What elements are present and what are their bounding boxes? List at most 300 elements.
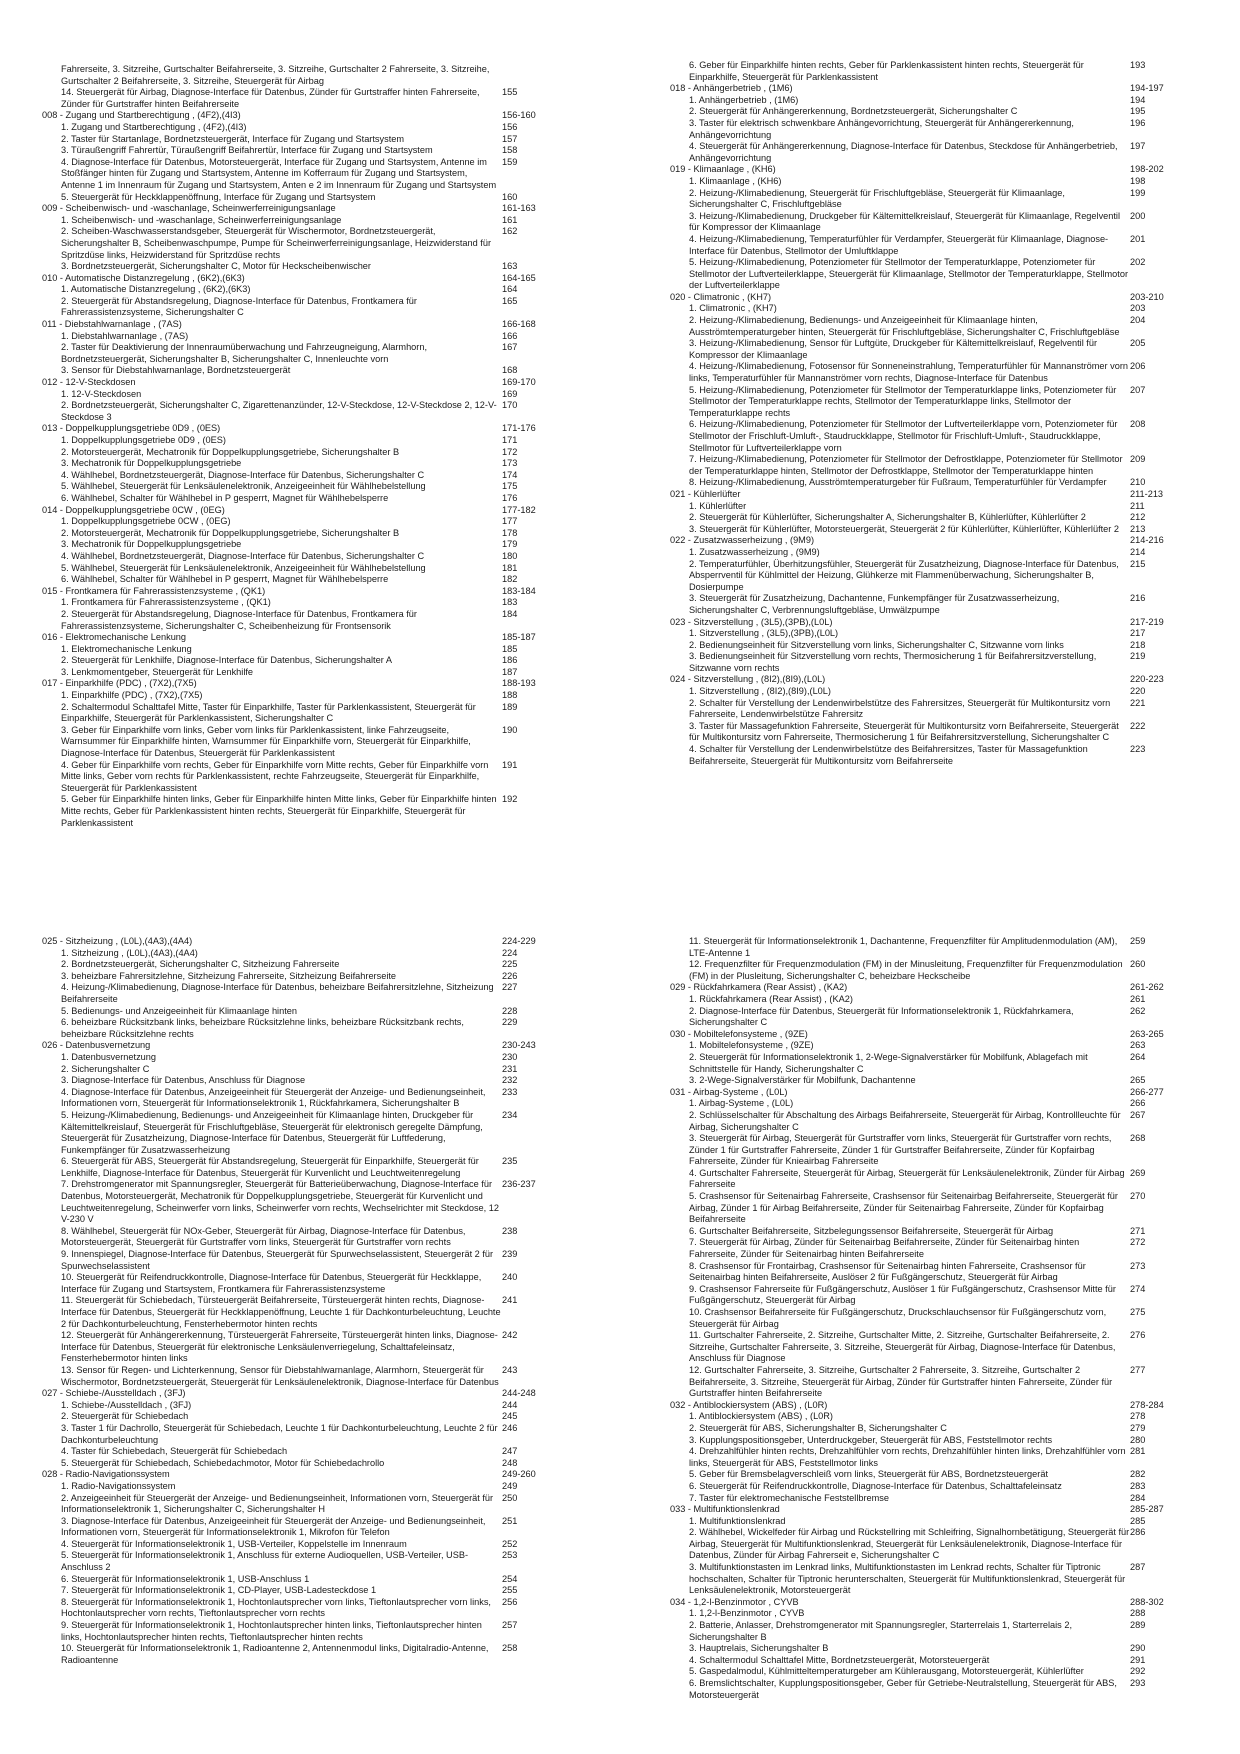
toc-page-number: 191: [502, 759, 518, 770]
toc-entry-row: [670, 361, 1182, 384]
toc-entry-row: [670, 477, 1182, 489]
toc-page-number: 203-210: [1130, 291, 1164, 302]
toc-entry-text: 1. Einparkhilfe (PDC) , (7X2),(7X5): [61, 690, 203, 701]
toc-entry-row: [42, 1574, 554, 1586]
toc-page-number: 183: [502, 597, 518, 608]
toc-entry-text: 5. Wählhebel, Steuergerät für Lenksäulenelektronik, Anzeigeeinheit für Wählhebelstellung: [61, 481, 426, 492]
toc-entry-row: [42, 959, 554, 971]
toc-entry-text: 3. Türaußengriff Fahrertür, Türaußengriff Beifahrertür, Interface für Zugang und Startsystem: [61, 145, 433, 156]
toc-entry-text: 2. Taster für Startanlage, Bordnetzsteuergerät, Interface für Zugang und Startsystem: [61, 133, 405, 144]
toc-page-number: 175: [502, 481, 518, 492]
toc-entry-row: [670, 1110, 1182, 1133]
toc-section-row: [42, 936, 554, 948]
toc-section-row: [42, 632, 554, 644]
toc-page-number: 214-216: [1130, 535, 1164, 546]
toc-entry-text: 1. Schiebe-/Ausstelldach , (3FJ): [61, 1399, 192, 1410]
toc-page-number: 182: [502, 574, 518, 585]
toc-page-number: 290: [1130, 1643, 1146, 1654]
toc-section-row: [670, 982, 1182, 994]
toc-entry-text: 7. Taster für elektromechanische Feststellbremse: [689, 1492, 889, 1503]
toc-section-title: 033 - Multifunktionslenkrad: [670, 1504, 780, 1515]
toc-page-number: 190: [502, 724, 518, 735]
toc-entry-text: 1. 1,2-l-Benzinmotor , CYVB: [689, 1608, 805, 1619]
toc-page-number: 265: [1130, 1075, 1146, 1086]
toc-entry-row: [42, 667, 554, 679]
toc-section-row: [42, 505, 554, 517]
toc-page-number: 161-163: [502, 203, 536, 214]
toc-page-number: 219: [1130, 651, 1146, 662]
toc-entry-row: [42, 1481, 554, 1493]
toc-entry-text: 1. Airbag-Systeme , (L0L): [689, 1098, 794, 1109]
toc-entry-row: [42, 574, 554, 586]
toc-page-number: 233: [502, 1086, 518, 1097]
toc-page-number: 220-223: [1130, 674, 1164, 685]
toc-section-row: [670, 164, 1182, 176]
toc-entry-row: [42, 644, 554, 656]
toc-section-row: [42, 203, 554, 215]
toc-entry-row: [42, 982, 554, 1005]
toc-page-number: 288: [1130, 1608, 1146, 1619]
toc-entry-text: 6. Heizung-/Klimabedienung, Potenziometer für Stellmotor der Luftverteilerklappe vorn, Potenziometer für Stellmotor der Frischluft-Umluft-, Staudruckklappe, Stellmotor für Frischluft-Umluft-, Staudruckklappe, Stellmotor für Luftverteilerklappe vorn: [689, 419, 1118, 453]
toc-page-number: 250: [502, 1492, 518, 1503]
toc-page-number: 211-213: [1130, 488, 1164, 499]
toc-entry-text: 7. Heizung-/Klimabedienung, Potenziometer für Stellmotor der Defrostklappe, Potenziometer für Stellmotor der Temperaturklappe hinten, Stellmotor der Defrostklappe, Stellmotor der Temperaturklappe hinten: [689, 454, 1123, 476]
toc-entry-row: [670, 257, 1182, 292]
toc-page-number: 224: [502, 947, 518, 958]
toc-page-number: 231: [502, 1063, 518, 1074]
toc-entry-text: 1. Klimaanlage , (KH6): [689, 175, 782, 186]
toc-entry-row: [670, 419, 1182, 454]
toc-section-title: 024 - Sitzverstellung , (8I2),(8I9),(L0L): [670, 674, 826, 685]
toc-page-number: 171-176: [502, 423, 536, 434]
toc-entry-row: [42, 192, 554, 204]
toc-entry-text: 1. 12-V-Steckdosen: [61, 388, 142, 399]
toc-entry-text: 6. Wählhebel, Schalter für Wählhebel in P gesperrt, Magnet für Wählhebelsperre: [61, 492, 389, 503]
toc-section-row: [670, 617, 1182, 629]
toc-entry-text: 2. Sicherungshalter C: [61, 1063, 150, 1074]
toc-page-number: 276: [1130, 1330, 1146, 1341]
toc-page-number: 239: [502, 1249, 518, 1260]
toc-section-row: [42, 586, 554, 598]
toc-entry-row: [670, 1493, 1182, 1505]
toc-entry-text: 3. Diagnose-Interface für Datenbus, Anschluss für Diagnose: [61, 1075, 306, 1086]
toc-entry-text: 6. Steuergerät für Reifendruckkontrolle, Diagnose-Interface für Datenbus, Schalttafeleinsatz: [689, 1480, 1062, 1491]
toc-entry-text: 1. Automatische Distanzregelung , (6K2),(6K3): [61, 284, 251, 295]
toc-entry-text: 3. Heizung-/Klimabedienung, Druckgeber für Kältemittelkreislauf, Steuergerät für Klimaanlage, Regelventil für Kompressor der Klimaanlage: [689, 210, 1121, 233]
toc-entry-row: [42, 690, 554, 702]
toc-section-row: [42, 319, 554, 331]
toc-entry-text: 3. Heizung-/Klimabedienung, Sensor für Luftgüte, Druckgeber für Kältemittelkreislauf, Regelventil für Kompressor der Klimaanlage: [689, 338, 1098, 360]
toc-page-number: 185-187: [502, 632, 536, 643]
toc-page-number: 288-302: [1130, 1596, 1164, 1607]
toc-page-number: 164: [502, 284, 518, 295]
toc-entry-row: [670, 303, 1182, 315]
toc-page-number: 200: [1130, 210, 1146, 221]
toc-entry-row: [42, 284, 554, 296]
toc-entry-row: [670, 698, 1182, 721]
toc-entry-text: 1. Anhängerbetrieb , (1M6): [689, 94, 799, 105]
toc-entry-text: 5. Wählhebel, Steuergerät für Lenksäulenelektronik, Anzeigeeinheit für Wählhebelstellung: [61, 562, 426, 573]
toc-page-number: 207: [1130, 384, 1146, 395]
toc-entry-text: 8. Heizung-/Klimabedienung, Ausströmtemperaturgeber für Fußraum, Temperaturfühler für Verdampfer: [689, 477, 1107, 488]
toc-page-number: 243: [502, 1364, 518, 1375]
toc-entry-text: 4. Geber für Einparkhilfe vorn rechts, Geber für Einparkhilfe vorn Mitte rechts, Geber für Einparkhilfe vorn Mitte links, Geber vorn rechts für Parklenkassistent, rechte Fahrzeugseite, Steuergerät für Einparkhilfe, Steuergerät für Parklenkassistent: [61, 759, 489, 793]
toc-entry-row: [670, 547, 1182, 559]
toc-section-title: 023 - Sitzverstellung , (3L5),(3PB),(L0L): [670, 616, 833, 627]
toc-entry-row: [42, 1365, 554, 1388]
toc-page-number: 274: [1130, 1283, 1146, 1294]
toc-entry-row: [670, 1562, 1182, 1597]
toc-page-number: 177: [502, 516, 518, 527]
toc-entry-text: 7. Steuergerät für Airbag, Zünder für Seitenairbag Beifahrerseite, Zünder für Seitenairbag hinten Fahrerseite, Zünder für Seitenairbag hinten Beifahrerseite: [689, 1237, 1080, 1260]
toc-page-number: 166-168: [502, 319, 536, 330]
toc-entry-row: [42, 1272, 554, 1295]
toc-entry-text: 2. Bordnetzsteuergerät, Sicherungshalter C, Sitzheizung Fahrerseite: [61, 959, 340, 970]
toc-entry-row: [670, 1446, 1182, 1469]
toc-entry-row: [670, 1608, 1182, 1620]
toc-page-number: 203: [1130, 303, 1146, 314]
toc-page-number: 264: [1130, 1051, 1146, 1062]
toc-page-number: 260: [1130, 959, 1146, 970]
toc-section-title: 022 - Zusatzwasserheizung , (9M9): [670, 535, 814, 546]
toc-page-number: 224-229: [502, 936, 536, 946]
toc-page-number: 263: [1130, 1040, 1146, 1051]
toc-entry-row: [42, 1400, 554, 1412]
toc-entry-row: [670, 1643, 1182, 1655]
toc-entry-text: 1. Antiblockiersystem (ABS) , (L0R): [689, 1411, 833, 1422]
toc-entry-text: 3. Taster für elektrisch schwenkbare Anhängevorrichtung, Steuergerät für Anhängererkennung, Anhängevorrichtung: [689, 117, 1074, 140]
toc-entry-row: [670, 1666, 1182, 1678]
toc-entry-text: 1. Diebstahlwarnanlage , (7AS): [61, 330, 189, 341]
toc-entry-row: [42, 296, 554, 319]
toc-section-row: [670, 1029, 1182, 1041]
toc-section-row: [42, 1388, 554, 1400]
toc-page-number: 189: [502, 701, 518, 712]
toc-entry-text: 1. Mobiltelefonsysteme , (9ZE): [689, 1040, 814, 1051]
toc-entry-text: 2. Heizung-/Klimabedienung, Bedienungs- und Anzeigeeinheit für Klimaanlage hinten, Ausströmtemperaturgeber hinten, Steuergerät für Frischluftgebläse, Sicherungshalter C, Frischluftgebläse: [689, 315, 1120, 337]
toc-entry-text: 1. Kühlerlüfter: [689, 500, 747, 511]
toc-page-number: 206: [1130, 361, 1146, 372]
toc-entry-row: [42, 1052, 554, 1064]
toc-entry-text: 4. Schalter für Verstellung der Lendenwirbelstütze des Beifahrersitzes, Taster für Massagefunktion Beifahrerseite, Steuergerät für Multikontursitz vorn Beifahrerseite: [689, 744, 1088, 766]
toc-page-number: 230-243: [502, 1040, 536, 1051]
toc-entry-text: 1. Sitzverstellung , (3L5),(3PB),(L0L): [689, 628, 839, 639]
toc-section-row: [42, 423, 554, 435]
toc-page-number: 251: [502, 1515, 518, 1526]
toc-entry-row: [42, 1179, 554, 1225]
toc-entry-row: [42, 157, 554, 192]
toc-page-number: 198: [1130, 175, 1146, 186]
toc-entry-text: 6. Steuergerät für ABS, Steuergerät für Abstandsregelung, Steuergerät für Einparkhilfe, Steuergerät für Lenkhilfe, Diagnose-Interface für Datenbus, Steuergerät für Kurvenlicht und Leuchtweitenregelung: [61, 1156, 479, 1178]
toc-entry-row: [670, 1469, 1182, 1481]
toc-entry-row: [42, 1006, 554, 1018]
toc-page-number: 289: [1130, 1620, 1146, 1631]
toc-page-number: 284: [1130, 1492, 1146, 1503]
toc-entry-text: 4. Diagnose-Interface für Datenbus, Anzeigeeinheit für Steuergerät der Anzeige- und Bedienungseinheit, Informationen vorn, Steuergerät für Informationselektronik 1, Rückfahrkamera, Sicherungshalter B: [61, 1086, 486, 1109]
toc-entry-row: [670, 211, 1182, 234]
toc-page-number: 293: [1130, 1678, 1146, 1688]
toc-page-number: 164-165: [502, 272, 536, 283]
toc-entry-text: 1. Doppelkupplungsgetriebe 0CW , (0EG): [61, 516, 231, 527]
toc-entry-row: [42, 1643, 554, 1666]
toc-entry-row: [42, 145, 554, 157]
toc-section-title: 017 - Einparkhilfe (PDC) , (7X2),(7X5): [42, 678, 197, 689]
toc-entry-text: 2. Steuergerät für Anhängererkennung, Bordnetzsteuergerät, Sicherungshalter C: [689, 106, 1018, 117]
toc-entry-text: 1. Zusatzwasserheizung , (9M9): [689, 546, 820, 557]
toc-entry-row: [670, 959, 1182, 982]
toc-section-title: 028 - Radio-Navigationssystem: [42, 1469, 170, 1480]
toc-entry-row: [670, 106, 1182, 118]
toc-page-number: 174: [502, 469, 518, 480]
toc-section-title: 032 - Antiblockiersystem (ABS) , (L0R): [670, 1399, 828, 1410]
toc-entry-text: 4. Diagnose-Interface für Datenbus, Motorsteuergerät, Interface für Zugang und Startsystem, Antenne im Stoßfänger hinten für Zugang und Startsystem, Antenne im Kofferraum für Zugang und Startsystem, Antenne 1 im Innenraum für Zugang und Startsystem, Anten e 2 im Innenraum für Zugang und Startsystem: [61, 156, 497, 190]
toc-entry-text: 6. beheizbare Rücksitzbank links, beheizbare Rücksitzlehne links, beheizbare Rücksitzbank rechts, beheizbare Rücksitzlehne rechts: [61, 1017, 464, 1039]
toc-entry-text: 2. Steuergerät für ABS, Sicherungshalter B, Sicherungshalter C: [689, 1422, 947, 1433]
toc-page-number: 267: [1130, 1109, 1146, 1120]
toc-entry-row: [670, 640, 1182, 652]
toc-page-number: 278: [1130, 1411, 1146, 1422]
toc-page-number: 232: [502, 1075, 518, 1086]
toc-section-row: [670, 1400, 1182, 1412]
toc-section-title: 009 - Scheibenwisch- und -waschanlage, Scheinwerferreinigungsanlage: [42, 203, 336, 214]
toc-section-title: 012 - 12-V-Steckdosen: [42, 377, 136, 388]
toc-page-number: 228: [502, 1005, 518, 1016]
toc-page-number: 273: [1130, 1260, 1146, 1271]
toc-page-number: 162: [502, 226, 518, 237]
toc-page-number: 163: [502, 261, 518, 272]
toc-section-row: [670, 1597, 1182, 1609]
toc-entry-text: 9. Crashsensor Fahrerseite für Fußgängerschutz, Auslöser 1 für Fußgängerschutz, Crashsensor Mitte für Fußgängerschutz, Steuergerät für Airbag: [689, 1283, 1116, 1306]
toc-entry-row: [42, 539, 554, 551]
toc-entry-text: 3. Steuergerät für Airbag, Steuergerät für Gurtstraffer vorn links, Steuergerät für Gurtstraffer vorn rechts, Zünder 1 für Gurtstraffer Fahrerseite, Zünder 1 für Gurtstraffer Beifahrerseite, Zünder für Kopfairbag Fahrerseite, Zünder für Knieairbag Fahrerseite: [689, 1133, 1112, 1167]
toc-quadrant-bottom-left: [42, 936, 554, 1666]
toc-entry-text: 3. Steuergerät für Zusatzheizung, Dachantenne, Funkempfänger für Zusatzwasserheizung, Sicherungshalter C, Verbrennungsluftgebläse, Umwälzpumpe: [689, 593, 1060, 615]
toc-page-number: 257: [502, 1620, 518, 1631]
toc-page-number: 215: [1130, 558, 1146, 569]
toc-page-number: 213: [1130, 523, 1146, 534]
toc-entry-row: [42, 702, 554, 725]
toc-section-row: [670, 535, 1182, 547]
toc-entry-text: 5. Steuergerät für Informationselektronik 1, Anschluss für externe Audioquellen, USB-Verteiler, USB-Anschluss 2: [61, 1550, 469, 1573]
toc-section-title: 018 - Anhängerbetrieb , (1M6): [670, 83, 793, 94]
toc-entry-row: [42, 1550, 554, 1573]
toc-entry-row: [42, 1539, 554, 1551]
toc-page-number: 217-219: [1130, 616, 1164, 627]
toc-entry-row: [670, 1411, 1182, 1423]
toc-entry-row: [670, 524, 1182, 536]
toc-entry-row: [670, 1655, 1182, 1667]
toc-page-number: 184: [502, 608, 518, 619]
toc-page-number: 255: [502, 1585, 518, 1596]
toc-page-number: 241: [502, 1295, 518, 1306]
toc-page-number: 161: [502, 214, 518, 225]
toc-entry-text: 2. Diagnose-Interface für Datenbus, Steuergerät für Informationselektronik 1, Rückfahrkamera, Sicherungshalter C: [689, 1005, 1074, 1028]
toc-entry-text: 3. Bordnetzsteuergerät, Sicherungshalter C, Motor für Heckscheibenwischer: [61, 261, 371, 272]
toc-entry-text: 5. Geber für Bremsbelagverschleiß vorn links, Steuergerät für ABS, Bordnetzsteuergerät: [689, 1469, 1048, 1480]
toc-entry-text: 8. Wählhebel, Steuergerät für NOx-Geber, Steuergerät für Airbag, Diagnose-Interface für Datenbus, Motorsteuergerät, Steuergerät für Gurtstraffer vorn links, Steuergerät für Gurtstraffer vorn rechts: [61, 1225, 466, 1248]
toc-entry-text: 7. Drehstromgenerator mit Spannungsregler, Steuergerät für Batterieüberwachung, Diagnose-Interface für Datenbus, Motorsteuergerät, Mechatronik für Doppelkupplungsgetriebe, Steuergerät für Kurvenlicht und Leuchtweitenregelung, Scheinwerfer vorn links, Scheinwerfer vorn rechts, Wechselrichter mit Steckdose, 12 V-230 V: [61, 1179, 499, 1225]
toc-entry-text: 5. Steuergerät für Heckklappenöffnung, Interface für Zugang und Startsystem: [61, 191, 376, 202]
toc-page-number: 169-170: [502, 377, 536, 388]
toc-page-number: 282: [1130, 1469, 1146, 1480]
toc-page-number: 226: [502, 970, 518, 981]
toc-entry-row: [670, 118, 1182, 141]
toc-page-number: 188-193: [502, 678, 536, 689]
toc-section-title: 016 - Elektromechanische Lenkung: [42, 632, 187, 643]
toc-entry-text: 1. Elektromechanische Lenkung: [61, 643, 192, 654]
toc-entry-text: 1. Doppelkupplungsgetriebe 0D9 , (0ES): [61, 435, 226, 445]
toc-entry-row: [670, 338, 1182, 361]
toc-page-number: 220: [1130, 686, 1146, 697]
toc-page-number: 249: [502, 1480, 518, 1491]
toc-entry-row: [42, 122, 554, 134]
toc-entry-row: [42, 563, 554, 575]
toc-entry-text: 10. Steuergerät für Reifendruckkontrolle, Diagnose-Interface für Datenbus, Steuergerät für Heckklappe, Interface für Zugang und Startsystem, Frontkamera für Fahrerassistenzsysteme: [61, 1272, 482, 1294]
toc-entry-row: [670, 512, 1182, 524]
toc-page-number: 212: [1130, 512, 1146, 523]
toc-page-number: 208: [1130, 419, 1146, 430]
toc-entry-row: [42, 948, 554, 960]
toc-entry-row: [670, 593, 1182, 616]
toc-page-number: 222: [1130, 720, 1146, 731]
toc-entry-text: 2. Steuergerät für Kühlerlüfter, Sicherungshalter A, Sicherungshalter B, Kühlerlüfter, Kühlerlüfter 2: [689, 512, 1086, 523]
toc-page-number: 227: [502, 982, 518, 993]
toc-entry-row: [42, 1156, 554, 1179]
toc-page-number: 217: [1130, 628, 1146, 639]
toc-entry-row: [670, 176, 1182, 188]
toc-entry-text: 6. Geber für Einparkhilfe hinten rechts, Geber für Parklenkassistent hinten rechts, Steuergerät für Einparkhilfe, Steuergerät für Parklenkassistent: [689, 60, 1084, 82]
toc-section-title: 010 - Automatische Distanzregelung , (6K2),(6K3): [42, 272, 245, 283]
toc-entry-row: [670, 1226, 1182, 1238]
toc-entry-row: [670, 188, 1182, 211]
toc-page-number: 180: [502, 550, 518, 561]
toc-page-number: 194: [1130, 94, 1146, 105]
toc-entry-text: 12. Frequenzfilter für Frequenzmodulation (FM) in der Minusleitung, Frequenzfilter für Frequenzmodulation (FM) in der Plusleitung, Sicherungshalter C, beheizbare Heckscheibe: [689, 959, 1123, 981]
toc-entry-row: [42, 528, 554, 540]
toc-entry-row: [42, 1493, 554, 1516]
toc-entry-row: [670, 454, 1182, 477]
toc-entry-text: 1. Zugang und Startberechtigung , (4F2),(4I3): [61, 121, 247, 132]
toc-entry-text: 2. Wählhebel, Wickelfeder für Airbag und Rückstellring mit Schleifring, Signalhornbetätigung, Steuergerät für Airbag, Steuergerät für Multifunktionslenkrad, Steuergerät für Lenksäulenelektronik, Diagnose-Interface für Datenbus, Zünder für Airbag Fahrerseit e, Sicherungshalter C: [689, 1527, 1130, 1561]
toc-entry-text: 8. Crashsensor für Frontairbag, Crashsensor für Seitenairbag hinten Fahrerseite, Crashsensor für Seitenairbag hinten Beifahrerseite, Auslöser 2 für Fußgängerschutz, Steuergerät für Airbag: [689, 1260, 1086, 1283]
toc-page-number: 245: [502, 1411, 518, 1422]
toc-page-number: 201: [1130, 233, 1146, 244]
toc-entry-row: [42, 470, 554, 482]
toc-entry-row: [42, 1423, 554, 1446]
toc-entry-row: [670, 1527, 1182, 1562]
toc-page-number: 156: [502, 121, 518, 132]
toc-entry-row: [670, 1098, 1182, 1110]
toc-entry-text: 2. Motorsteuergerät, Mechatronik für Doppelkupplungsgetriebe, Sicherungshalter B: [61, 446, 400, 457]
toc-entry-row: [42, 1226, 554, 1249]
toc-page-number: 266-277: [1130, 1086, 1164, 1097]
toc-page-number: 156-160: [502, 110, 536, 121]
toc-entry-text: 2. Heizung-/Klimabedienung, Steuergerät für Frischluftgebläse, Steuergerät für Klimaanlage, Sicherungshalter C, Frischluftgebläse: [689, 187, 1065, 210]
toc-entry-text: 2. Steuergerät für Informationselektronik 1, 2-Wege-Signalverstärker für Mobilfunk, Ablagefach mit Schnittstelle für Handy, Sicherungshalter C: [689, 1051, 1088, 1074]
toc-page-number: 240: [502, 1272, 518, 1283]
toc-page-number: 198-202: [1130, 164, 1164, 175]
toc-page-number: 279: [1130, 1422, 1146, 1433]
toc-page-number: 269: [1130, 1167, 1146, 1178]
toc-page-number: 179: [502, 539, 518, 550]
toc-entry-row: [42, 481, 554, 493]
toc-section-row: [670, 83, 1182, 95]
toc-page-number: 261: [1130, 993, 1146, 1004]
toc-entry-text: 5. Geber für Einparkhilfe hinten links, Geber für Einparkhilfe hinten Mitte links, Geber für Einparkhilfe hinten Mitte rechts, Geber für Parklenkassistent hinten rechts, Steuergerät für Einparkhilfe, Steuergerät für Parklenkassistent: [61, 794, 497, 828]
toc-entry-text: 1. Scheibenwisch- und -waschanlage, Scheinwerferreinigungsanlage: [61, 214, 342, 225]
toc-entry-text: 3. Kupplungspositionsgeber, Unterdruckgeber, Steuergerät für ABS, Feststellmotor rechts: [689, 1434, 1053, 1445]
toc-page-number: 196: [1130, 117, 1146, 128]
toc-entry-row: [42, 1446, 554, 1458]
toc-page-number: 277: [1130, 1364, 1146, 1375]
toc-entry-text: 3. 2-Wege-Signalverstärker für Mobilfunk, Dachantenne: [689, 1075, 916, 1086]
toc-entry-row: [42, 725, 554, 760]
toc-entry-row: [670, 95, 1182, 107]
toc-entry-row: [42, 551, 554, 563]
toc-entry-row: [670, 994, 1182, 1006]
toc-page-number: 205: [1130, 338, 1146, 349]
toc-entry-text: 4. Taster für Schiebedach, Steuergerät für Schiebedach: [61, 1446, 288, 1457]
toc-page-number: 272: [1130, 1237, 1146, 1248]
toc-page-number: 172: [502, 446, 518, 457]
toc-entry-row: [42, 226, 554, 261]
toc-entry-text: 3. Mechatronik für Doppelkupplungsgetriebe: [61, 539, 242, 550]
toc-page-number: 216: [1130, 593, 1146, 604]
toc-entry-row: [670, 315, 1182, 338]
toc-page-number: 278-284: [1130, 1399, 1164, 1410]
toc-entry-text: 4. Drehzahlfühler hinten rechts, Drehzahlfühler vorn rechts, Drehzahlfühler hinten links, Drehzahlfühler vorn links, Steuergerät für ABS, Feststellmotor links: [689, 1446, 1126, 1468]
toc-page-number: 197: [1130, 141, 1146, 152]
toc-page-number: 202: [1130, 257, 1146, 268]
toc-section-row: [42, 1040, 554, 1052]
toc-section-row: [670, 674, 1182, 686]
toc-entry-text: 6. Wählhebel, Schalter für Wählhebel in P gesperrt, Magnet für Wählhebelsperre: [61, 574, 389, 585]
toc-page-number: 166: [502, 330, 518, 341]
toc-entry-text: 3. Taster 1 für Dachrollo, Steuergerät für Schiebedach, Leuchte 1 für Dachkonturbeleuchtung, Leuchte 2 für Dachkonturbeleuchtung: [61, 1422, 498, 1445]
toc-entry-row: [670, 1006, 1182, 1029]
toc-section-row: [42, 273, 554, 285]
toc-entry-row: [42, 1249, 554, 1272]
toc-entry-text: 11. Steuergerät für Schiebedach, Türsteuergerät Beifahrerseite, Türsteuergerät hinten rechts, Diagnose-Interface für Datenbus, Steuergerät für Heckklappenöffnung, Leuchte 1 für Dachkonturbeleuchtung, Leuchte 2 für Dachkonturbeleuchtung, Fensterhebermotor hinten rechts: [61, 1295, 501, 1329]
toc-entry-row: [42, 655, 554, 667]
toc-entry-text: 1. Sitzheizung , (L0L),(4A3),(4A4): [61, 947, 198, 958]
toc-entry-row: [42, 1597, 554, 1620]
toc-entry-row: [42, 1411, 554, 1423]
toc-page-number: 188: [502, 690, 518, 701]
toc-entry-text: 3. Multifunktionstasten im Lenkrad links, Multifunktionstasten im Lenkrad rechts, Schalter für Tiptronic hochschalten, Schalter für Tiptronic herunterschalten, Steuergerät für Multifunktionslenkrad, Steuergerät für Lenksäulenelektronik, Motorsteuergerät: [689, 1562, 1126, 1596]
toc-page-number: 176: [502, 492, 518, 503]
toc-entry-text: 2. Anzeigeeinheit für Steuergerät der Anzeige- und Bedienungseinheit, Informationen vorn, Steuergerät für Informationselektronik 1, Sicherungshalter C, Sicherungshalter H: [61, 1492, 494, 1515]
toc-entry-text: 6. Steuergerät für Informationselektronik 1, USB-Anschluss 1: [61, 1573, 310, 1584]
toc-entry-row: [670, 385, 1182, 420]
toc-entry-row: [670, 1516, 1182, 1528]
toc-entry-row: [670, 1237, 1182, 1260]
toc-entry-row: [42, 400, 554, 423]
toc-entry-row: [42, 447, 554, 459]
toc-entry-text: 2. Schaltermodul Schalttafel Mitte, Taster für Einparkhilfe, Taster für Parklenkassistent, Steuergerät für Einparkhilfe, Steuergerät für Parklenkassistent, Sicherungshalter C: [61, 701, 476, 724]
toc-section-row: [42, 678, 554, 690]
toc-entry-row: [670, 60, 1182, 83]
toc-entry-text: 3. Hauptrelais, Sicherungshalter B: [689, 1643, 829, 1654]
toc-page-number: 261-262: [1130, 982, 1164, 993]
toc-page-number: 270: [1130, 1191, 1146, 1202]
toc-entry-row: [42, 1064, 554, 1076]
toc-entry-row: [42, 389, 554, 401]
toc-entry-row: [670, 1191, 1182, 1226]
toc-entry-row: [670, 1435, 1182, 1447]
toc-page-number: 173: [502, 458, 518, 469]
toc-entry-text: 3. beheizbare Fahrersitzlehne, Sitzheizung Fahrerseite, Sitzheizung Beifahrerseite: [61, 970, 397, 981]
